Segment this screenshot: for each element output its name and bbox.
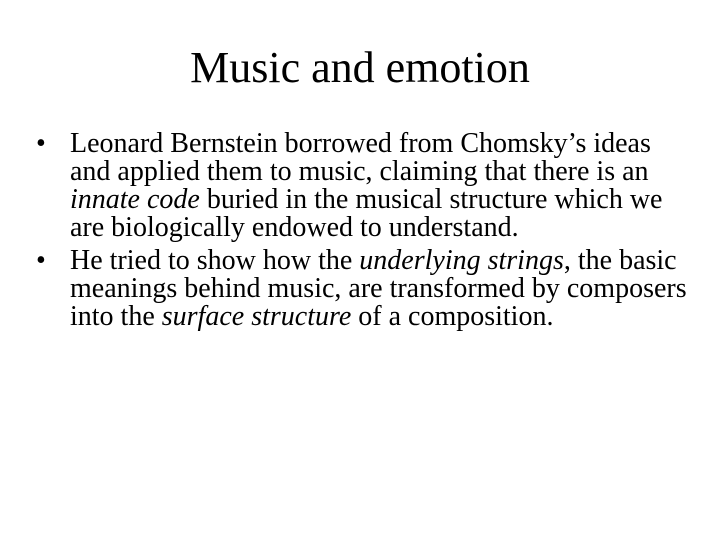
bullet-item-2 (36, 247, 696, 331)
bullet-text-segment: Leonard Bernstein borrowed from Chomsky’s ideas and applied them to music, claiming that there is an (70, 128, 651, 187)
bullet-text-segment: , the basic meanings behind music, are transformed by composers into the (70, 245, 687, 332)
bullet-text-segment: of a composition. (351, 301, 554, 332)
bullet-emphasis: underlying strings (359, 245, 564, 276)
bullet-text-segment: buried in the musical structure which we are biologically endowed to understand. (70, 184, 663, 243)
slide-title: Music and emotion (190, 43, 530, 92)
bullet-text-segment: He tried to show how the (70, 245, 360, 276)
bullet-marker: • (36, 128, 46, 159)
bullet-emphasis: innate code (70, 184, 200, 215)
bullet-item-1 (36, 130, 696, 242)
bullet-marker: • (36, 245, 46, 276)
bullet-emphasis: surface structure (161, 301, 352, 332)
bullet-list (36, 130, 696, 336)
